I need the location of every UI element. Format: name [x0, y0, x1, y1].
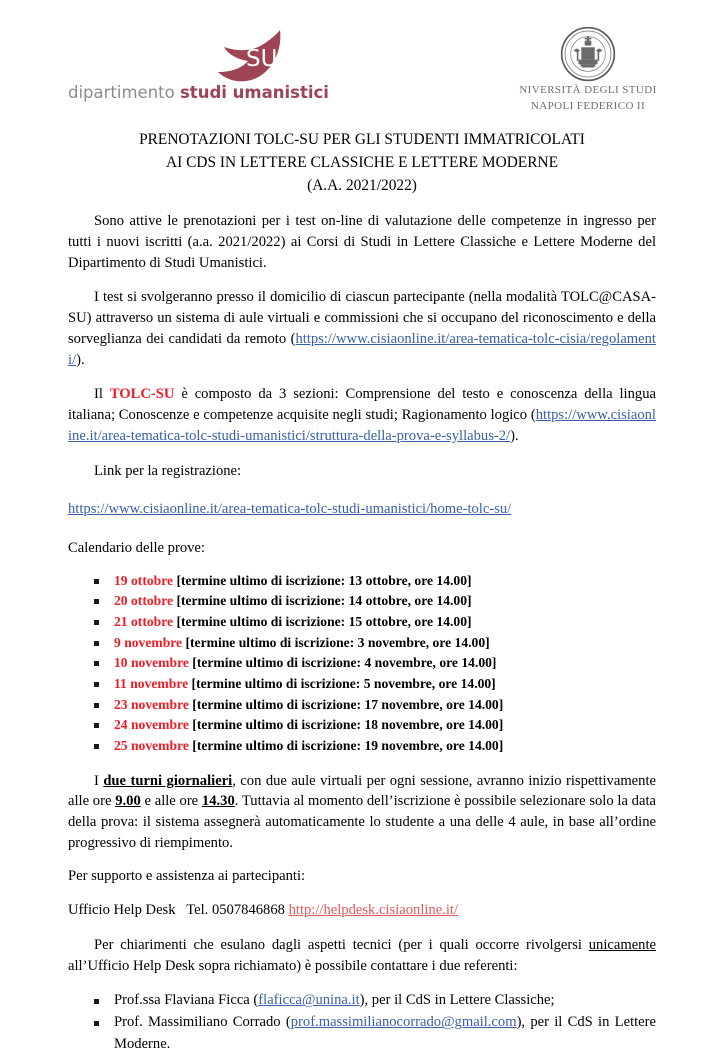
exam-deadline: [termine ultimo di iscrizione: 14 ottobre, ore 14.00] — [176, 593, 472, 609]
dept-wordmark — [68, 83, 329, 102]
square-bullet-icon — [94, 620, 99, 625]
svg-text:· · · · · · ·: · · · · · · · — [580, 30, 596, 35]
link-struttura-prova-syllabus[interactable]: https://www.cisiaonline.it/area-tematica-tolc-studi-umanistici/struttura-della-prova-e-syllabus-2/ — [68, 407, 656, 444]
registration-label-text: Link per la registrazione: — [94, 462, 242, 479]
exam-date: 10 novembre — [114, 655, 189, 671]
calendar-label-text: Calendario delle prove: — [68, 539, 205, 556]
exam-date: 25 novembre — [114, 737, 189, 753]
university-name-line2 — [508, 100, 668, 114]
paragraph-modalita-tail: ). — [76, 351, 85, 368]
paragraph-intro-text: Sono attive le prenotazioni per i test on-line di valutazione delle competenze in ingresso per tutti i nuovi iscritti (a.a. 2021/2022) ai Corsi di Studi in Lettere Classiche e Lettere Moderne del Dipartimento di Studi Umanistici. — [68, 213, 656, 271]
unicamente-emphasis: unicamente — [588, 936, 656, 953]
university-name-line2-text: NAPOLI FEDERICO II — [530, 99, 646, 112]
calendar-list — [68, 571, 656, 757]
paragraph-turni — [68, 771, 656, 854]
list-item — [68, 1012, 656, 1054]
square-bullet-icon — [94, 682, 99, 687]
svg-text:· · · · · ·: · · · · · · — [581, 75, 595, 80]
tolc-su-brand: TOLC-SU — [109, 386, 175, 403]
paragraph-sezioni-mid: è composto da 3 sezioni: Comprensione del testo e conoscenza della lingua italiana; Conoscenze e competenze acquisite negli studi; Ragionamento logico ( — [68, 386, 656, 424]
exam-date: 21 ottobre — [114, 613, 174, 629]
referent-role: ), per il CdS in Lettere Moderne. — [114, 1014, 656, 1052]
dipartimento-studi-umanistici-logo — [68, 28, 329, 108]
exam-date: 23 novembre — [114, 696, 189, 712]
exam-deadline: [termine ultimo di iscrizione: 3 novembre, ore 14.00] — [185, 634, 490, 650]
su-letters: SU — [246, 46, 278, 72]
title-line-1: PRENOTAZIONI TOLC-SU PER GLI STUDENTI IMMATRICOLATI — [139, 131, 585, 148]
helpdesk-phone: Tel. 0507846868 — [186, 902, 285, 919]
exam-deadline: [termine ultimo di iscrizione: 4 novembre, ore 14.00] — [192, 655, 497, 671]
paragraph-sezioni-tail: ). — [510, 427, 519, 444]
document-header — [0, 0, 724, 112]
square-bullet-icon — [94, 999, 99, 1004]
title-line-3: (A.A. 2021/2022) — [307, 177, 417, 195]
list-item — [68, 695, 656, 716]
square-bullet-icon — [94, 703, 99, 708]
square-bullet-icon — [94, 641, 99, 646]
exam-deadline: [termine ultimo di iscrizione: 17 novembre, ore 14.00] — [192, 696, 504, 712]
square-bullet-icon — [94, 579, 99, 584]
exam-deadline: [termine ultimo di iscrizione: 15 ottobre, ore 14.00] — [176, 613, 472, 629]
exam-deadline: [termine ultimo di iscrizione: 18 novembre, ore 14.00] — [192, 717, 504, 733]
referents-list — [68, 990, 656, 1054]
referent-email-link[interactable]: flaficca@unina.it — [258, 992, 360, 1009]
square-bullet-icon — [94, 723, 99, 728]
paragraph-turni-mid1: , con due aule virtuali per ogni sessione, avranno inizio rispettivamente alle ore — [68, 772, 656, 810]
exam-date: 24 novembre — [114, 717, 189, 733]
referent-role: ), per il CdS in Lettere Classiche; — [359, 992, 555, 1009]
support-label-text: Per supporto e assistenza ai partecipanti: — [68, 868, 306, 885]
exam-deadline: [termine ultimo di iscrizione: 19 novembre, ore 14.00] — [192, 737, 504, 753]
exam-date: 11 novembre — [114, 675, 189, 691]
exam-date: 20 ottobre — [114, 593, 174, 609]
calendar-label — [68, 538, 656, 559]
registration-label — [68, 461, 656, 482]
list-item — [68, 612, 656, 633]
paragraph-turni-lead: I — [94, 772, 104, 789]
square-bullet-icon — [94, 599, 99, 604]
paragraph-sezioni-lead: Il — [94, 386, 110, 403]
list-item — [68, 653, 656, 674]
list-item — [68, 736, 656, 757]
link-regolamenti[interactable]: https://www.cisiaonline.it/area-tematica-tolc-cisia/regolamenti/ — [68, 330, 656, 368]
document-body — [0, 128, 724, 1055]
due-turni-emphasis: due turni giornalieri — [103, 772, 233, 789]
exam-date: 19 ottobre — [114, 572, 174, 588]
list-item — [68, 715, 656, 736]
support-label — [68, 866, 656, 887]
dept-wordmark-bold: studi umanistici — [179, 83, 329, 102]
ora-mattina: 9.00 — [115, 793, 141, 810]
link-home-tolc-su[interactable]: https://www.cisiaonline.it/area-tematica-tolc-studi-umanistici/home-tolc-su/ — [68, 501, 512, 518]
link-helpdesk[interactable]: http://helpdesk.cisiaonline.it/ — [288, 902, 459, 919]
page-title — [68, 128, 656, 197]
helpdesk-office: Ufficio Help Desk — [68, 902, 176, 919]
ora-pomeriggio: 14.30 — [201, 793, 235, 810]
paragraph-modalita-text: I test si svolgeranno presso il domicilio di ciascun partecipante (nella modalità TOLC@CASA-SU) attraverso un sistema di aule virtuali e commissioni che si occupano del riconoscimento e della sorveglianza dei candidati da remoto ( — [68, 289, 656, 347]
paragraph-turni-tail: . Tuttavia al momento dell’iscrizione è possibile selezionare solo la data della prova: il sistema assegnerà automaticamente lo studente a una delle 4 aule, in base all’ordine progressivo di riempimento. — [68, 793, 656, 851]
paragraph-chiarimenti-lead: Per chiarimenti che esulano dagli aspetti tecnici (per i quali occorre rivolgersi — [94, 936, 589, 953]
referent-email-link[interactable]: prof.massimilianocorrado@gmail.com — [290, 1014, 517, 1031]
list-item — [68, 990, 656, 1011]
referent-name: Prof. Massimiliano Corrado ( — [114, 1014, 291, 1031]
list-item — [68, 633, 656, 654]
title-line-2: AI CDS IN LETTERE CLASSICHE E LETTERE MODERNE — [165, 154, 558, 172]
dept-wordmark-light: dipartimento — [68, 83, 180, 102]
university-seal-icon — [560, 26, 616, 82]
referent-name: Prof.ssa Flaviana Ficca ( — [114, 992, 259, 1009]
su-teardrop-icon — [216, 28, 286, 86]
exam-deadline: [termine ultimo di iscrizione: 5 novembre, ore 14.00] — [191, 675, 496, 691]
square-bullet-icon — [94, 661, 99, 666]
registration-link-line — [68, 499, 656, 520]
paragraph-chiarimenti — [68, 935, 656, 976]
paragraph-turni-mid2: e alle ore — [140, 793, 202, 810]
list-item — [68, 591, 656, 612]
paragraph-modalita — [68, 287, 656, 370]
university-name-line1-text: NIVERSITÀ DEGLI STUDI — [519, 84, 657, 96]
exam-date: 9 novembre — [114, 634, 183, 650]
paragraph-chiarimenti-tail: all’Ufficio Help Desk sopra richiamato) è possibile contattare i due referenti: — [68, 957, 518, 974]
paragraph-intro — [68, 211, 656, 273]
paragraph-sezioni — [68, 384, 656, 446]
square-bullet-icon — [94, 744, 99, 749]
universita-napoli-federico-ii-logo — [508, 26, 668, 112]
list-item — [68, 674, 656, 695]
list-item — [68, 571, 656, 592]
exam-deadline: [termine ultimo di iscrizione: 13 ottobre, ore 14.00] — [176, 572, 472, 588]
helpdesk-line — [68, 900, 656, 921]
university-name-line1 — [508, 84, 668, 98]
